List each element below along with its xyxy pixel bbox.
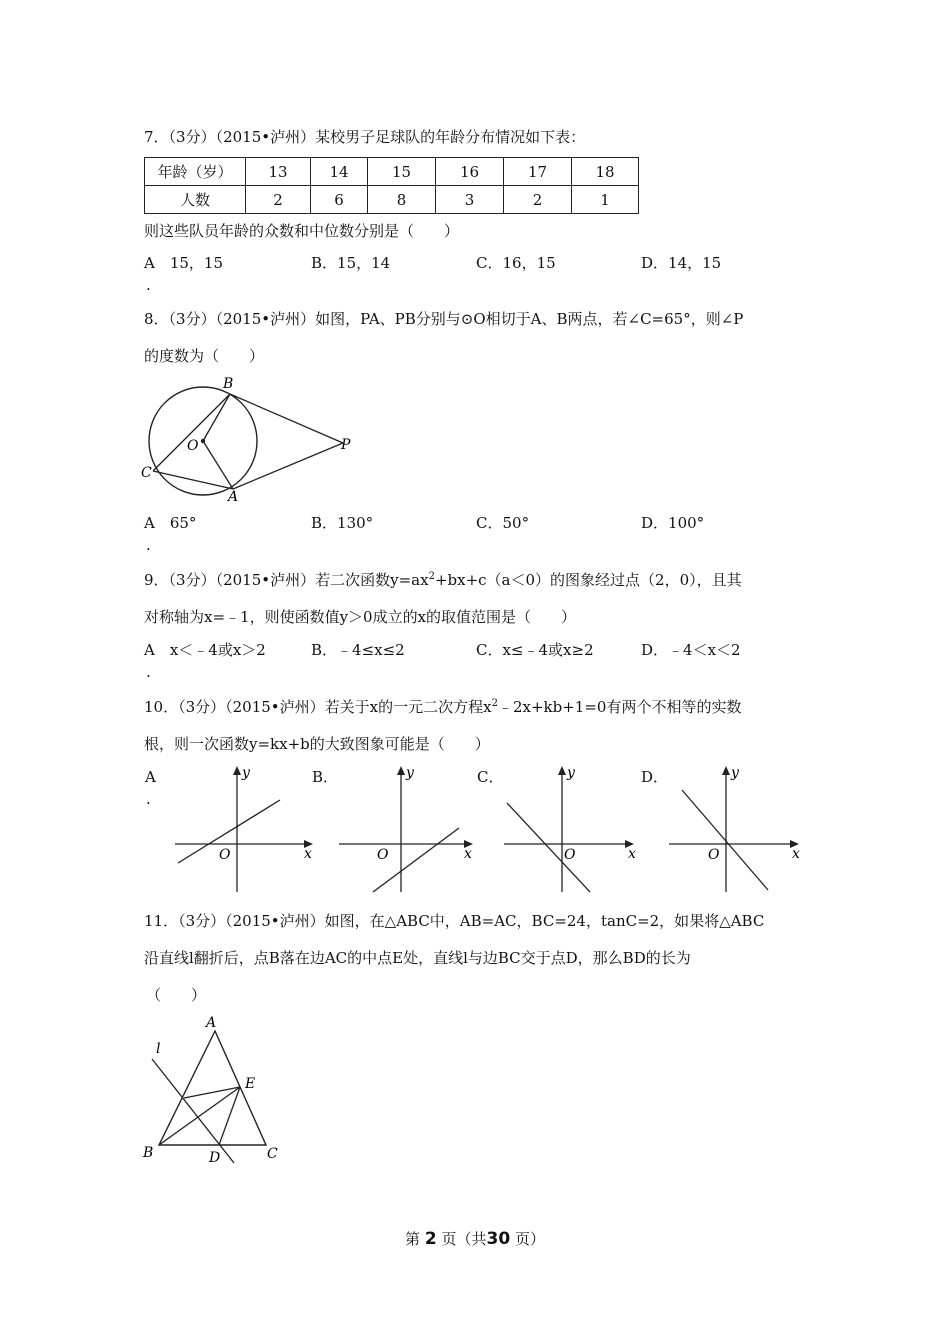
table-cell: 15 <box>368 158 436 186</box>
y-arrow-icon <box>397 766 405 775</box>
label-c: C <box>267 1146 278 1162</box>
y-arrow-icon <box>722 766 730 775</box>
table-cell: 3 <box>436 186 504 214</box>
q9-line1-b: +bx+c（a＜0）的图象经过点（2，0），且其 <box>434 571 742 589</box>
q10-graph-a <box>170 762 320 897</box>
q9-option-c: C．x≤﹣4或x≥2 <box>476 641 594 659</box>
segment-be <box>159 1087 240 1145</box>
q11-triangle-figure <box>140 1010 290 1168</box>
table-header-count: 人数 <box>145 186 246 214</box>
page-footer <box>0 1228 950 1249</box>
q8-line1: 8．（3分）（2015•泸州）如图，PA、PB分别与⊙O相切于A、B两点，若∠C=65°，则∠P <box>144 310 744 328</box>
q8-option-c: C．50° <box>476 514 530 532</box>
q9-dot: . <box>146 663 151 681</box>
segment-de <box>219 1087 240 1145</box>
table-row <box>145 158 639 186</box>
q7-stem: 7．（3分）（2015•泸州）某校男子足球队的年龄分布情况如下表： <box>144 128 586 146</box>
q9-option-b: B．﹣4≤x≤2 <box>311 641 405 659</box>
q10-sup: 2 <box>491 698 498 709</box>
label-a: A <box>206 1015 217 1031</box>
y-arrow-icon <box>558 766 566 775</box>
q8-option-b: B．130° <box>311 514 374 532</box>
origin-label: O <box>708 847 720 863</box>
line-graph <box>682 790 768 890</box>
q10-line1-b: ﹣2x+kb+1=0有两个不相等的实数 <box>497 698 742 716</box>
table-cell: 18 <box>572 158 639 186</box>
y-label: y <box>731 765 739 781</box>
center-point <box>201 439 205 443</box>
label-l: l <box>156 1041 161 1057</box>
q10-line1 <box>144 697 741 717</box>
q7-option-c: C．16，15 <box>476 254 556 272</box>
q8-circle-figure <box>138 373 363 508</box>
q7-dot: . <box>146 276 151 294</box>
table-header-age: 年龄（岁） <box>145 158 246 186</box>
q11-line3: （ ） <box>146 986 207 1004</box>
footer-pre: 第 <box>405 1230 421 1248</box>
radius-oa <box>203 441 233 489</box>
line-graph <box>507 803 590 892</box>
q10-graph-b <box>334 762 484 897</box>
origin-label: O <box>564 847 576 863</box>
footer-total-pages: 30 <box>486 1229 511 1249</box>
x-label: x <box>628 846 636 862</box>
q9-line1-a: 9．（3分）（2015•泸州）若二次函数y=ax <box>144 571 429 589</box>
table-cell: 6 <box>311 186 368 214</box>
q10-option-c: C． <box>477 768 504 786</box>
q11-line2: 沿直线l翻折后，点B落在边AC的中点E处，直线l与边BC交于点D，那么BD的长为 <box>144 949 691 967</box>
q7-question: 则这些队员年龄的众数和中位数分别是（ ） <box>144 222 460 240</box>
x-label: x <box>304 846 312 862</box>
chord-bc <box>153 394 230 471</box>
y-label: y <box>567 765 575 781</box>
y-label: y <box>406 765 414 781</box>
y-label: y <box>242 765 250 781</box>
label-c: C <box>141 465 152 481</box>
label-b: B <box>223 376 234 392</box>
table-cell: 2 <box>504 186 572 214</box>
q9-line2: 对称轴为x=﹣1，则使函数值y＞0成立的x的取值范围是（ ） <box>144 608 577 626</box>
q8-dot: . <box>146 536 151 554</box>
label-o: O <box>187 438 199 454</box>
footer-mid: 页（共 <box>441 1230 487 1248</box>
y-arrow-icon <box>233 766 241 775</box>
q10-option-a: A <box>145 768 156 786</box>
q7-option-d: D．14，15 <box>641 254 722 272</box>
q7-option-b: B．15，14 <box>311 254 391 272</box>
tangent-pb <box>230 394 343 443</box>
q10-dot: . <box>146 790 151 808</box>
table-cell: 1 <box>572 186 639 214</box>
table-cell: 2 <box>246 186 311 214</box>
label-p: P <box>341 437 351 453</box>
q8-line2: 的度数为（ ） <box>144 347 265 365</box>
table-cell: 8 <box>368 186 436 214</box>
label-a: A <box>228 489 239 505</box>
table-cell: 17 <box>504 158 572 186</box>
q9-sup: 2 <box>428 571 435 582</box>
q10-graph-d <box>664 762 814 897</box>
q9-option-d: D．﹣4＜x＜2 <box>641 641 741 659</box>
q10-option-d: D． <box>641 768 669 786</box>
q7-option-a: A 15，15 <box>144 254 224 272</box>
q9-option-a: A x＜﹣4或x＞2 <box>144 641 266 659</box>
label-d: D <box>209 1150 221 1166</box>
origin-label: O <box>377 847 389 863</box>
q11-line1: 11．（3分）（2015•泸州）如图，在△ABC中，AB=AC，BC=24，tanC=2，如果将△ABC <box>144 912 765 930</box>
tangent-pa <box>233 443 343 489</box>
table-cell: 14 <box>311 158 368 186</box>
q9-line1 <box>144 570 742 590</box>
q10-line1-a: 10．（3分）（2015•泸州）若关于x的一元二次方程x <box>144 698 492 716</box>
table-row <box>145 186 639 214</box>
footer-post: 页） <box>514 1230 545 1248</box>
q8-option-a: A 65° <box>144 514 197 532</box>
q8-option-d: D．100° <box>641 514 705 532</box>
age-table <box>144 157 639 214</box>
origin-label: O <box>219 847 231 863</box>
x-label: x <box>464 846 472 862</box>
q10-line2: 根，则一次函数y=kx+b的大致图象可能是（ ） <box>144 735 490 753</box>
q10-option-b: B． <box>312 768 339 786</box>
x-label: x <box>792 846 800 862</box>
footer-page-number: 2 <box>424 1229 437 1249</box>
label-e: E <box>245 1076 256 1092</box>
table-cell: 13 <box>246 158 311 186</box>
label-b: B <box>143 1145 154 1161</box>
table-cell: 16 <box>436 158 504 186</box>
q10-graph-c <box>499 762 649 897</box>
